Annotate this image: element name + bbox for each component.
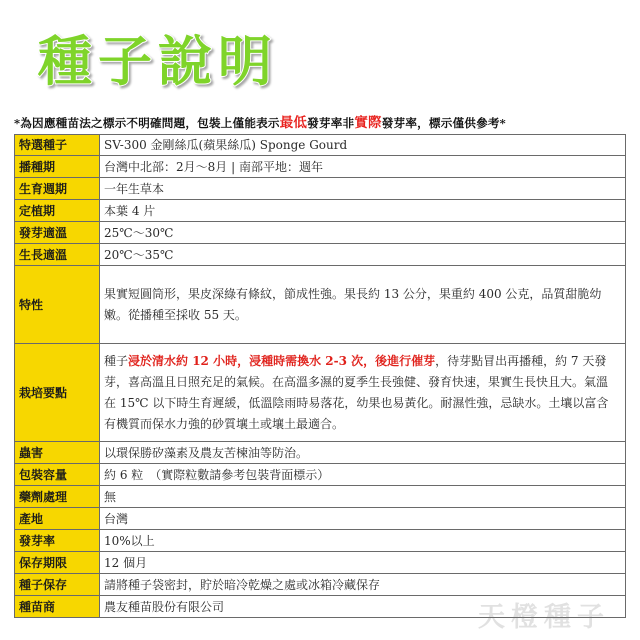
label-growth-cycle: 生育週期 bbox=[15, 178, 100, 200]
row-package-quantity bbox=[15, 464, 626, 486]
label-germination-temp: 發芽適溫 bbox=[15, 222, 100, 244]
value-chemical-treatment: 無 bbox=[100, 486, 626, 508]
seed-law-notice bbox=[14, 111, 626, 131]
row-characteristics bbox=[15, 266, 626, 344]
seed-info-table bbox=[14, 134, 626, 618]
label-transplant: 定植期 bbox=[15, 200, 100, 222]
page-title bbox=[36, 20, 336, 100]
row-variety bbox=[15, 135, 626, 156]
row-origin bbox=[15, 508, 626, 530]
cultivation-soaking-highlight: 浸於清水約 12 小時，浸種時需換水 2-3 次，後進行催芽 bbox=[128, 353, 436, 368]
label-variety: 特選種子 bbox=[15, 135, 100, 156]
row-germination-temp bbox=[15, 222, 626, 244]
cultivation-lead: 種子 bbox=[104, 353, 129, 368]
value-germination-rate: 10%以上 bbox=[100, 530, 626, 552]
value-shelf-life: 12 個月 bbox=[100, 552, 626, 574]
value-growth-cycle: 一年生草本 bbox=[100, 178, 626, 200]
value-variety: SV-300 金剛絲瓜(蘋果絲瓜) Sponge Gourd bbox=[100, 135, 626, 156]
value-seed-company: 農友種苗股份有限公司 bbox=[100, 596, 626, 618]
notice-text-1: *為因應種苗法之標示不明確問題，包裝上僅能表示 bbox=[14, 116, 280, 130]
label-growth-temp: 生長適溫 bbox=[15, 244, 100, 266]
watermark: 天橙種子 bbox=[478, 602, 610, 633]
label-seed-company: 種苗商 bbox=[15, 596, 100, 618]
label-germination-rate: 發芽率 bbox=[15, 530, 100, 552]
label-sowing-period: 播種期 bbox=[15, 156, 100, 178]
value-origin: 台灣 bbox=[100, 508, 626, 530]
value-germination-temp: 25℃～30℃ bbox=[100, 222, 626, 244]
label-storage: 種子保存 bbox=[15, 574, 100, 596]
value-characteristics: 果實短圓筒形，果皮深綠有條紋，節成性強。果長約 13 公分，果重約 400 公克，品質甜脆幼嫩。從播種至採收 55 天。 bbox=[104, 286, 602, 322]
row-cultivation bbox=[15, 344, 626, 442]
row-chemical-treatment bbox=[15, 486, 626, 508]
label-chemical-treatment: 藥劑處理 bbox=[15, 486, 100, 508]
row-sowing-period bbox=[15, 156, 626, 178]
page-title-graphic bbox=[36, 20, 336, 100]
row-germination-rate bbox=[15, 530, 626, 552]
notice-highlight-lowest: 最低 bbox=[279, 115, 308, 131]
label-pests: 蟲害 bbox=[15, 442, 100, 464]
value-characteristics-cell bbox=[100, 266, 626, 344]
label-origin: 產地 bbox=[15, 508, 100, 530]
cultivation-rest: ，待芽點冒出再播種，約 7 天發芽，喜高溫且日照充足的氣候。在高溫多濕的夏季生長強健、發育快速，果實生長快且大。氣溫在 15℃ 以下時生育遲緩，低溫陰雨時易落花，幼果也易黃化。耐濕性強，忌缺水。土壤以富含有機質而保水力強的砂質壤土或壤土最適合。 bbox=[104, 353, 609, 431]
value-transplant: 本葉 4 片 bbox=[100, 200, 626, 222]
label-shelf-life: 保存期限 bbox=[15, 552, 100, 574]
row-growth-cycle bbox=[15, 178, 626, 200]
value-cultivation bbox=[104, 351, 625, 435]
value-storage: 請將種子袋密封，貯於暗冷乾燥之處或冰箱冷藏保存 bbox=[100, 574, 626, 596]
row-growth-temp bbox=[15, 244, 626, 266]
label-package-quantity: 包裝容量 bbox=[15, 464, 100, 486]
row-pests bbox=[15, 442, 626, 464]
row-transplant bbox=[15, 200, 626, 222]
value-package-quantity: 約 6 粒 （實際粒數請參考包裝背面標示） bbox=[100, 464, 626, 486]
value-cultivation-cell bbox=[100, 344, 626, 442]
value-pests: 以環保勝矽藻素及農友苦楝油等防治。 bbox=[100, 442, 626, 464]
notice-text-2: 發芽率非 bbox=[307, 116, 355, 130]
label-characteristics: 特性 bbox=[15, 266, 100, 344]
value-growth-temp: 20℃～35℃ bbox=[100, 244, 626, 266]
notice-text-3: 發芽率，標示僅供參考* bbox=[381, 116, 506, 130]
page-title-text: 種子說明 bbox=[38, 30, 278, 93]
notice-highlight-actual: 實際 bbox=[354, 115, 382, 131]
row-storage bbox=[15, 574, 626, 596]
label-cultivation: 栽培要點 bbox=[15, 344, 100, 442]
value-sowing-period: 台灣中北部：2月～8月 | 南部平地：週年 bbox=[100, 156, 626, 178]
row-shelf-life bbox=[15, 552, 626, 574]
